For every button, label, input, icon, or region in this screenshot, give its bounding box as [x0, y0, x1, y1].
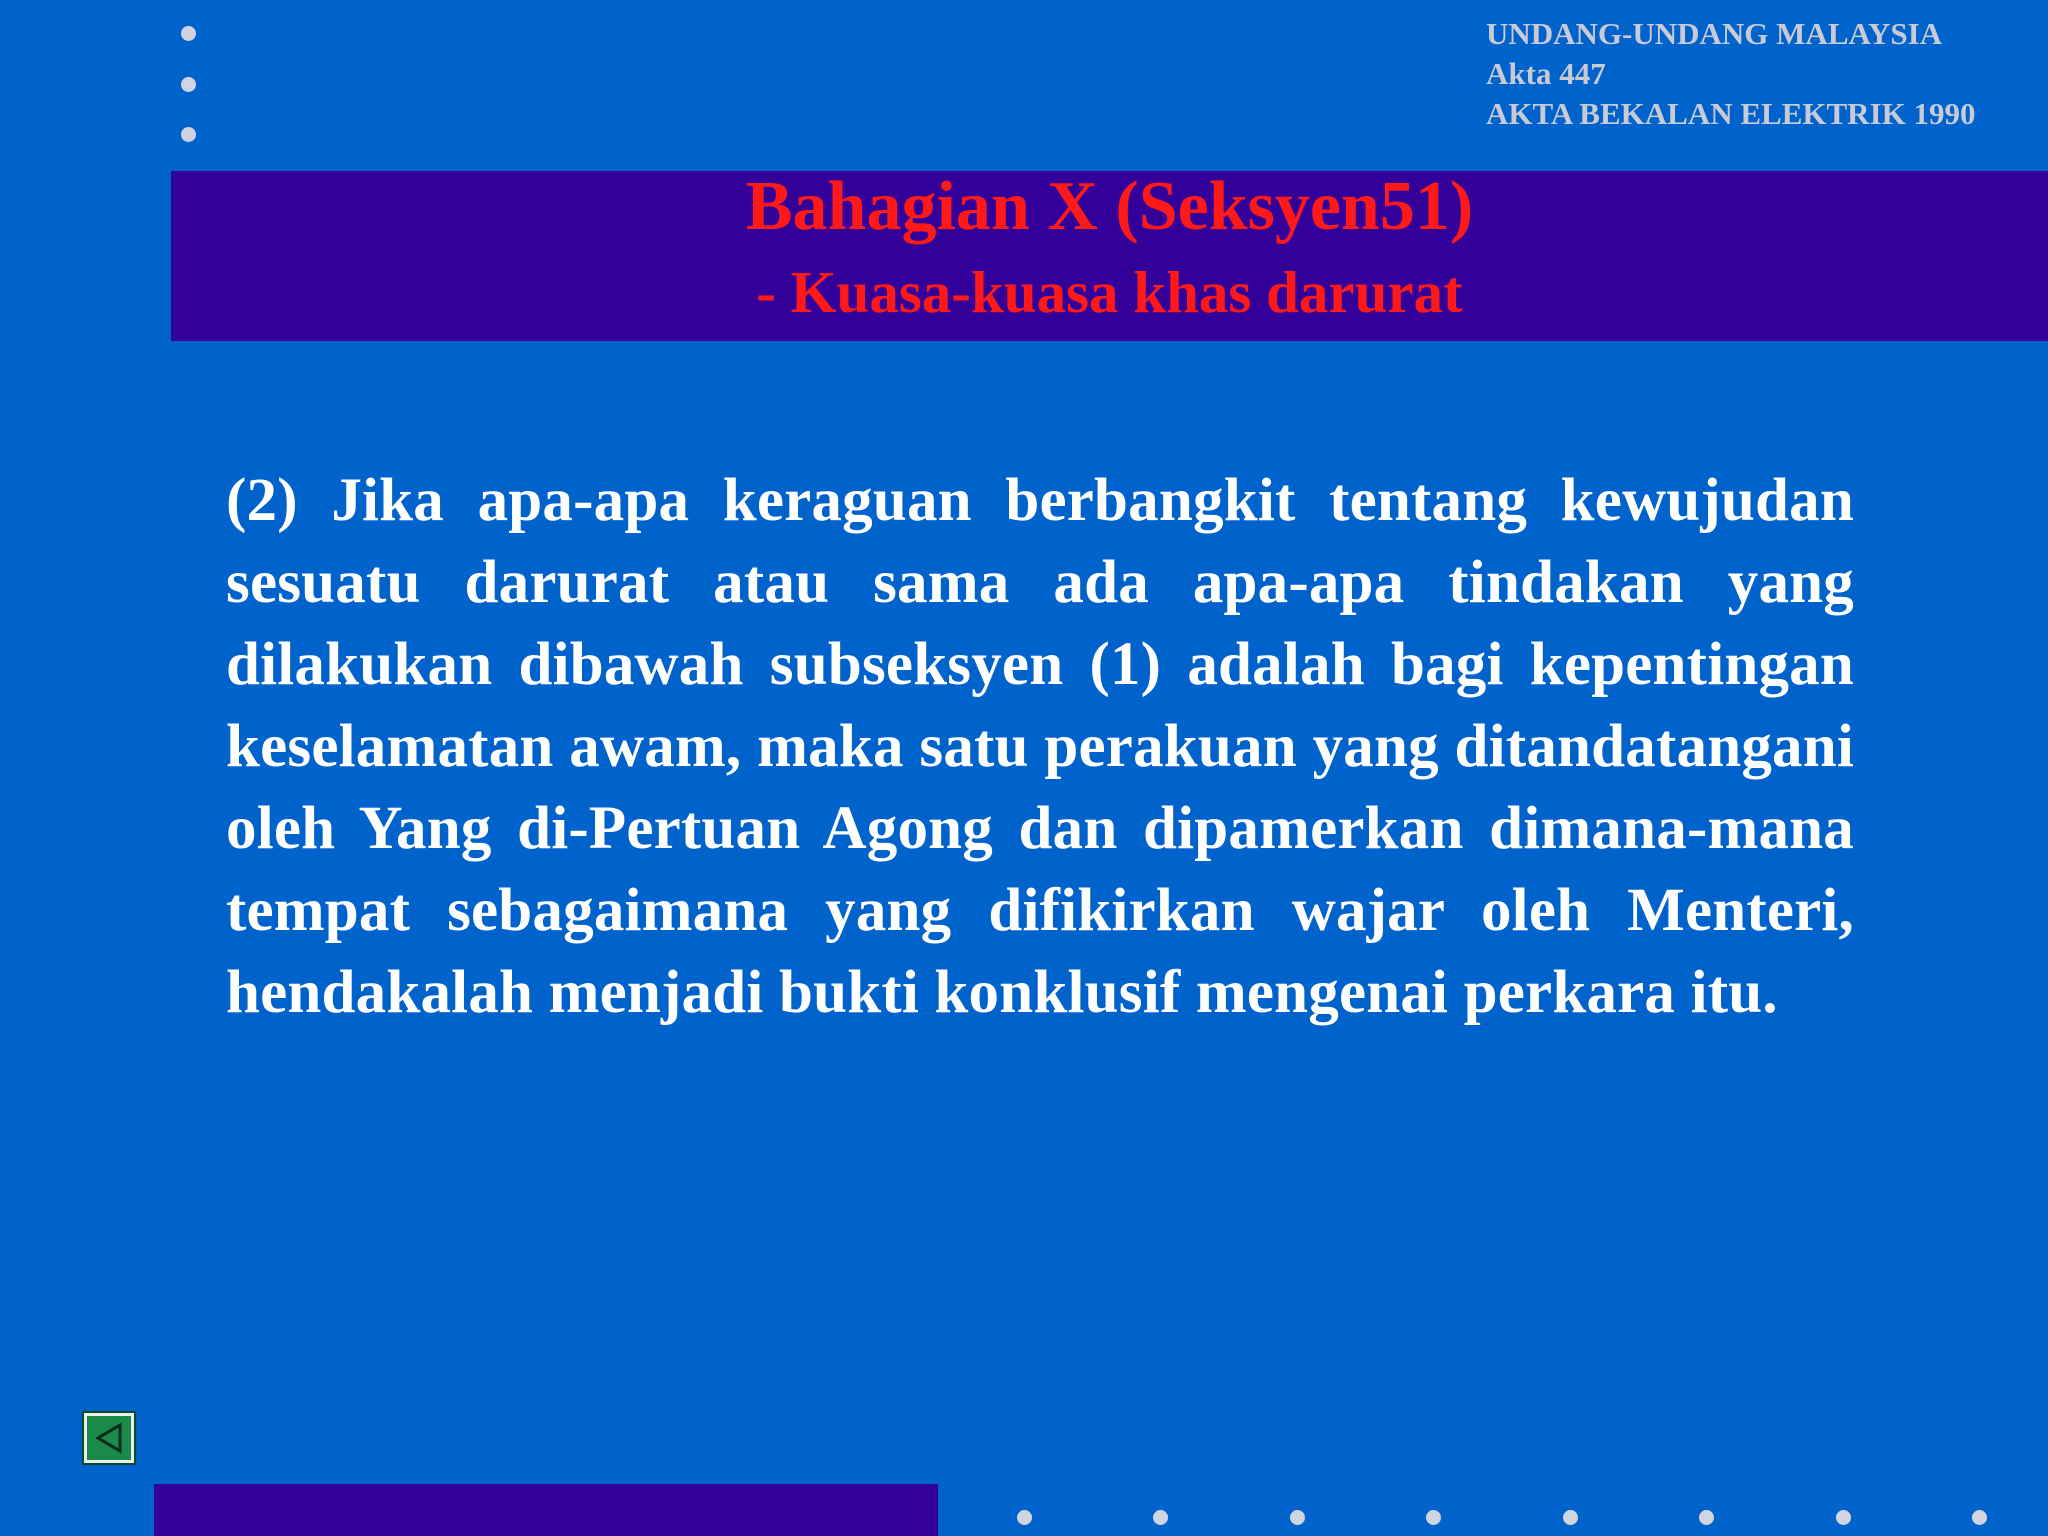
- decorative-dot: [1017, 1510, 1032, 1525]
- decorative-dot: [181, 26, 196, 41]
- decorative-dot: [1563, 1510, 1578, 1525]
- body-paragraph: (2) Jika apa-apa keraguan berbangkit tentang kewujudan sesuatu darurat atau sama ada apa-apa tindakan yang dilakukan dibawah subseksyen (1) adalah bagi kepentingan keselamatan awam, maka satu perakuan yang ditandatangani oleh Yang di-Pertuan Agong dan dipamerkan dimana-mana tempat sebagaimana yang difikirkan wajar oleh Menteri, hendakalah menjadi bukti konklusif mengenai perkara itu.: [226, 467, 1854, 1026]
- header-line-act-collection: UNDANG-UNDANG MALAYSIA: [1486, 16, 1943, 51]
- decorative-dot: [1699, 1510, 1714, 1525]
- decorative-dot: [1153, 1510, 1168, 1525]
- triangle-left-icon: [92, 1421, 126, 1455]
- decorative-dot: [1972, 1510, 1987, 1525]
- bottom-bar: [154, 1484, 938, 1536]
- decorative-dot: [1426, 1510, 1441, 1525]
- back-button[interactable]: [84, 1413, 134, 1463]
- decorative-dot: [1836, 1510, 1851, 1525]
- header-line-act-title: AKTA BEKALAN ELEKTRIK 1990: [1486, 96, 1976, 131]
- header-meta: [1486, 14, 2046, 134]
- header-line-act-number: Akta 447: [1486, 56, 1606, 91]
- decorative-dot: [181, 77, 196, 92]
- slide-subtitle: - Kuasa-kuasa khas darurat: [756, 259, 1463, 325]
- decorative-dot: [181, 127, 196, 142]
- slide-title: Bahagian X (Seksyen51): [745, 168, 1474, 245]
- decorative-dot: [1290, 1510, 1305, 1525]
